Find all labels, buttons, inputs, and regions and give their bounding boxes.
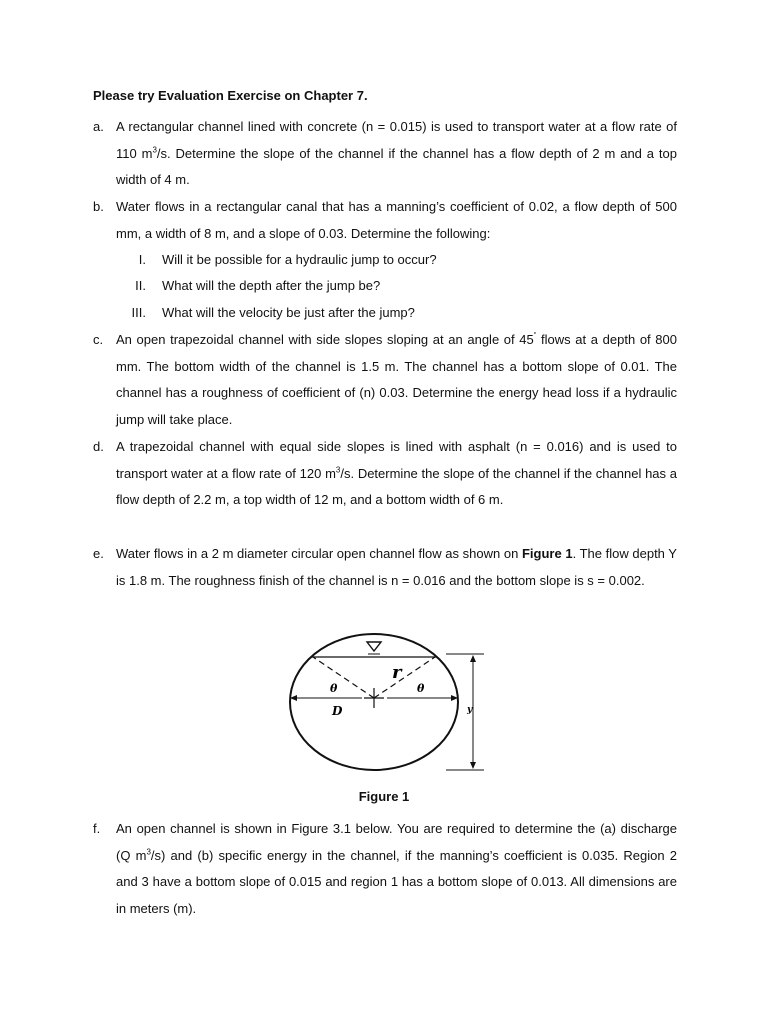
exercise-e-label: e.	[93, 546, 104, 561]
circular-channel-figure	[280, 630, 490, 778]
theta-left-label: θ	[330, 682, 338, 695]
exercise-b-sub-2: II. What will the depth after the jump be?	[135, 278, 381, 293]
depth-label: y	[467, 705, 473, 715]
exercise-e	[93, 541, 677, 594]
diameter-label: D	[332, 704, 343, 718]
exercise-d-text: A trapezoidal channel with equal side slopes is lined with asphalt (n = 0.016) and is used to transport water at a flow rate of 120 $m^3/s$. Determine the slope of the channel if the channel has a flow depth of 2.2 m, a top width of 12 m, and a bottom width of 6 m.	[116, 439, 678, 508]
radius-label: r	[392, 662, 402, 683]
exercise-c	[93, 327, 677, 434]
exercise-b-sub-3: III. What will the velocity be just after the jump?	[131, 305, 415, 320]
exercise-d-label: d.	[93, 439, 104, 454]
exercise-a	[93, 114, 677, 194]
exercise-a-label: a.	[93, 119, 104, 134]
exercise-d	[93, 434, 677, 514]
radius-left	[313, 657, 374, 698]
exercise-b-label: b.	[93, 199, 104, 214]
exercise-e-text: Water flows in a 2 m diameter circular open channel flow as shown on Figure 1. The flow depth Y is 1.8 m. The roughness finish of the channel is n = 0.016 and the bottom slope is s = 0.002.	[116, 546, 677, 588]
exercise-b	[93, 194, 677, 247]
exercise-b-text: Water flows in a rectangular canal that has a manning’s coefficient of 0.02, a flow depth of 500 mm, a width of 8 m, and a slope of 0.03. Determine the following:	[116, 199, 677, 241]
theta-right-label: θ	[417, 682, 425, 695]
radius-right	[374, 657, 435, 698]
exercise-a-text: A rectangular channel lined with concrete (n = 0.015) is used to transport water at a flow rate of 110 $m^3/s$. Determine the slope of the channel if the channel has a flow depth of 2 m and a top width of 4 m.	[116, 119, 677, 188]
exercise-c-text: An open trapezoidal channel with side slopes sloping at an angle of 45˚ flows at a depth of 800 mm. The bottom width of the channel is 1.5 m. The channel has a bottom slope of 0.01. The channel has a roughness of coefficient of (n) 0.03. Determine the energy head loss if a hydraulic jump will take place.	[116, 331, 677, 428]
exercise-f	[93, 816, 677, 923]
exercise-f-label: f.	[93, 821, 101, 836]
exercise-f-text: An open channel is shown in Figure 3.1 below. You are required to determine the (a) discharge (Q $m^3/s$) and (b) specific energy in the channel, if the manning’s coefficient is 0.035. Region 2 and 3 have a bottom slope of 0.015 and region 1 has a bottom slope of 0.013. All dimensions are in meters (m).	[116, 821, 678, 917]
page-heading: Please try Evaluation Exercise on Chapter 7.	[93, 88, 368, 103]
exercise-c-label: c.	[93, 332, 104, 347]
water-level-symbol	[367, 642, 381, 651]
exercise-b-sub-1: I. Will it be possible for a hydraulic jump to occur?	[138, 252, 437, 267]
figure-reference: Figure 1	[521, 546, 573, 561]
figure-caption: Figure 1	[358, 789, 410, 804]
